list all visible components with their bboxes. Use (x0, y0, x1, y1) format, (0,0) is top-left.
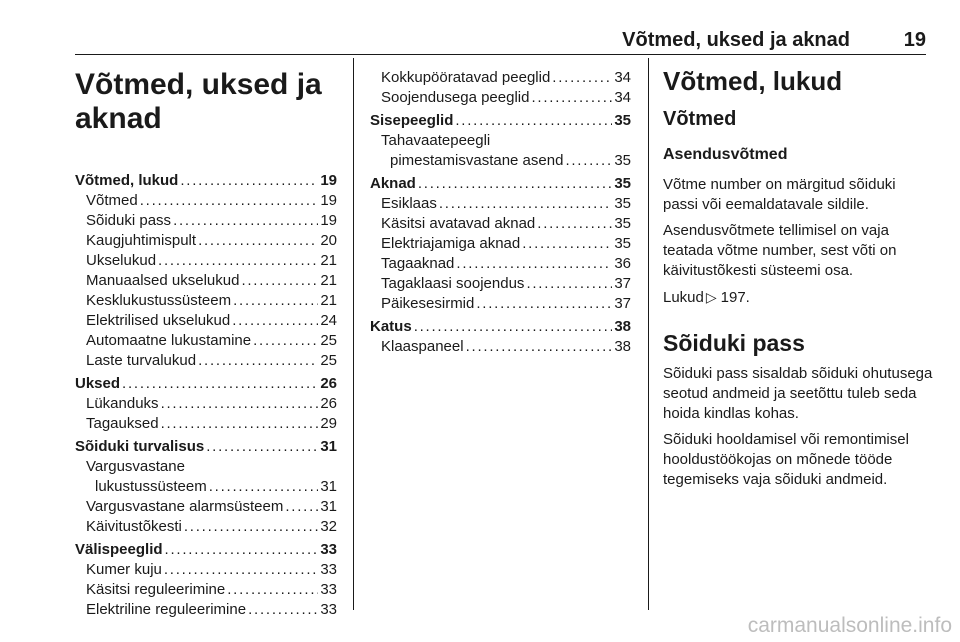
toc-entry[interactable] (75, 171, 337, 191)
toc-entry-label: Uksed (75, 375, 121, 392)
toc-entry-page: 33 (320, 541, 337, 558)
toc-entry[interactable] (75, 374, 337, 394)
toc-entry[interactable] (370, 294, 631, 314)
toc-entry[interactable] (370, 111, 631, 131)
toc-leader-dots (456, 254, 612, 274)
toc-entry[interactable] (370, 274, 631, 294)
toc-entry-page: 37 (614, 295, 631, 312)
right-column (663, 66, 933, 490)
toc-entry[interactable] (75, 351, 337, 371)
toc-leader-dots (232, 311, 318, 331)
toc-leader-dots (198, 351, 318, 371)
toc-entry[interactable] (370, 194, 631, 214)
toc-entry-label: Välispeeglid (75, 541, 163, 558)
toc-entry[interactable] (75, 211, 337, 231)
toc-entry[interactable] (75, 560, 337, 580)
toc-entry[interactable] (75, 191, 337, 211)
toc-entry[interactable] (370, 151, 631, 171)
toc-entry-label: Laste turvalukud (86, 352, 197, 369)
column-divider-left (353, 58, 354, 610)
toc-entry[interactable] (370, 254, 631, 274)
paragraph-locks-reference (663, 287, 933, 308)
toc-entry-label: Tagauksed (86, 415, 159, 432)
toc-entry-label: Kokkupööratavad peeglid (381, 69, 551, 86)
toc-entry[interactable] (75, 394, 337, 414)
toc-entry-page: 24 (320, 312, 337, 329)
toc-entry-label: Elektrilised ukselukud (86, 312, 231, 329)
toc-leader-dots (161, 394, 319, 414)
column-divider-right (648, 58, 649, 610)
toc-leader-dots (253, 331, 318, 351)
section-title-vehicle-passport: Sõiduki pass (663, 330, 805, 356)
toc-leader-dots (526, 274, 612, 294)
toc-leader-dots (418, 174, 612, 194)
toc-entry-label: Vargusvastane (86, 458, 185, 475)
chapter-title-line2: aknad (75, 102, 162, 135)
toc-entry-page: 19 (320, 172, 337, 189)
toc-entry-label: lukustussüsteem (95, 478, 207, 495)
paragraph-replacement-keys: Asendusvõtmete tellimisel on vaja teatada võtme number, sest võti on käivitustõkesti süsteemi osa. (663, 222, 897, 279)
toc-entry-label: Kaugjuhtimispult (86, 232, 197, 249)
toc-entry-page: 31 (320, 478, 337, 495)
toc-leader-dots (531, 88, 612, 108)
toc-leader-dots (184, 517, 318, 537)
toc-entry-label: Aknad (370, 175, 416, 192)
toc-entry-page: 38 (614, 318, 631, 335)
toc-entry-page: 25 (320, 352, 337, 369)
table-of-contents-middle (370, 68, 631, 357)
toc-entry-label: Katus (370, 318, 412, 335)
toc-entry-label: Lükanduks (86, 395, 159, 412)
toc-entry-label: Sõiduki turvalisus (75, 438, 205, 455)
paragraph-passport-contents: Sõiduki pass sisaldab sõiduki ohutusega seotud andmeid ja seetõttu tuleb seda hoida kindlas kohas. (663, 365, 933, 422)
toc-entry-page: 35 (614, 175, 631, 192)
toc-entry[interactable] (75, 540, 337, 560)
toc-entry-page: 36 (614, 255, 631, 272)
toc-entry-page: 35 (614, 112, 631, 129)
toc-leader-dots (248, 600, 318, 620)
toc-entry[interactable] (370, 214, 631, 234)
subsection-title: Võtmed (663, 108, 737, 130)
toc-leader-dots (206, 437, 318, 457)
toc-entry-page: 31 (320, 498, 337, 515)
toc-entry[interactable] (75, 580, 337, 600)
toc-leader-dots (466, 337, 613, 357)
toc-entry-label: Sisepeeglid (370, 112, 454, 129)
toc-entry[interactable] (370, 131, 631, 151)
subsubsection-title: Asendusvõtmed (663, 146, 788, 163)
toc-leader-dots (233, 291, 318, 311)
toc-entry-label: Tagaaknad (381, 255, 455, 272)
page-number: 19 (903, 29, 926, 51)
toc-leader-dots (522, 234, 612, 254)
toc-entry-page: 19 (320, 192, 337, 209)
toc-entry-page: 35 (614, 215, 631, 232)
toc-entry-label: Kumer kuju (86, 561, 162, 578)
toc-entry-label: Võtmed (86, 192, 138, 209)
toc-leader-dots (552, 68, 612, 88)
toc-entry-label: Klaaspaneel (381, 338, 464, 355)
toc-entry-page: 33 (320, 581, 337, 598)
toc-entry-page: 26 (320, 395, 337, 412)
toc-leader-dots (180, 171, 318, 191)
toc-entry-page: 32 (320, 518, 337, 535)
toc-entry-page: 25 (320, 332, 337, 349)
toc-entry-label: Käsitsi avatavad aknad (381, 215, 536, 232)
toc-entry-label: Ukselukud (86, 252, 157, 269)
toc-entry-label: Päikesesirmid (381, 295, 475, 312)
toc-entry[interactable] (75, 414, 337, 434)
toc-leader-dots (476, 294, 612, 314)
toc-leader-dots (173, 211, 318, 231)
running-header-title: Võtmed, uksed ja aknad (622, 29, 850, 51)
toc-entry[interactable] (75, 457, 337, 477)
toc-entry[interactable] (75, 291, 337, 311)
toc-entry-page: 26 (320, 375, 337, 392)
toc-entry-label: Sõiduki pass (86, 212, 172, 229)
toc-entry-page: 35 (614, 235, 631, 252)
toc-entry-page: 37 (614, 275, 631, 292)
toc-entry-page: 20 (320, 232, 337, 249)
toc-entry-label: Kesklukustussüsteem (86, 292, 232, 309)
toc-entry-page: 35 (614, 195, 631, 212)
toc-entry-page: 19 (320, 212, 337, 229)
toc-entry-label: pimestamisvastane asend (390, 152, 564, 169)
toc-entry-page: 34 (614, 89, 631, 106)
chapter-title (75, 68, 337, 136)
toc-leader-dots (209, 477, 319, 497)
toc-leader-dots (537, 214, 612, 234)
page-reference-arrow-icon: ▷ (705, 289, 717, 305)
toc-leader-dots (122, 374, 318, 394)
toc-entry-label: Käivitustõkesti (86, 518, 182, 535)
toc-entry-label: Manuaalsed ukselukud (86, 272, 240, 289)
toc-entry[interactable] (75, 477, 337, 497)
toc-entry-page: 21 (320, 252, 337, 269)
toc-leader-dots (227, 580, 318, 600)
toc-entry-label: Vargusvastane alarmsüsteem (86, 498, 284, 515)
toc-leader-dots (455, 111, 612, 131)
paragraph-key-number: Võtme number on märgitud sõiduki passi või eemaldatavale sildile. (663, 176, 896, 213)
watermark: carmanualsonline.info (747, 614, 952, 637)
toc-entry[interactable] (75, 271, 337, 291)
middle-column (370, 68, 631, 357)
toc-entry[interactable] (75, 251, 337, 271)
toc-entry[interactable] (75, 311, 337, 331)
toc-entry-label: Elektriline reguleerimine (86, 601, 247, 618)
toc-entry-page: 35 (614, 152, 631, 169)
toc-entry-page: 29 (320, 415, 337, 432)
toc-entry-label: Soojendusega peeglid (381, 89, 530, 106)
toc-leader-dots (165, 540, 319, 560)
toc-leader-dots (285, 497, 318, 517)
toc-entry[interactable] (75, 437, 337, 457)
toc-leader-dots (565, 151, 612, 171)
toc-entry-page: 21 (320, 272, 337, 289)
toc-entry-page: 38 (614, 338, 631, 355)
toc-leader-dots (241, 271, 318, 291)
toc-entry[interactable] (370, 88, 631, 108)
toc-entry[interactable] (370, 68, 631, 88)
toc-entry-label: Tagaklaasi soojendus (381, 275, 525, 292)
toc-entry[interactable] (75, 231, 337, 251)
toc-entry[interactable] (75, 497, 337, 517)
toc-entry[interactable] (370, 174, 631, 194)
toc-entry-page: 33 (320, 561, 337, 578)
locks-reference-page: 197. (720, 289, 750, 306)
toc-entry-label: Käsitsi reguleerimine (86, 581, 226, 598)
left-column (75, 68, 337, 620)
toc-leader-dots (164, 560, 318, 580)
chapter-title-line1: Võtmed, uksed ja (75, 68, 322, 101)
toc-leader-dots (198, 231, 318, 251)
toc-entry-label: Elektriajamiga aknad (381, 235, 521, 252)
section-title: Võtmed, lukud (663, 66, 843, 96)
toc-entry-label: Tahavaatepeegli (381, 132, 491, 149)
toc-entry-page: 21 (320, 292, 337, 309)
toc-leader-dots (161, 414, 319, 434)
toc-entry-label: Automaatne lukustamine (86, 332, 252, 349)
toc-entry-page: 34 (614, 69, 631, 86)
locks-reference-label: Lukud (663, 289, 704, 306)
toc-entry[interactable] (370, 234, 631, 254)
toc-leader-dots (158, 251, 318, 271)
toc-entry-page: 31 (320, 438, 337, 455)
toc-entry-label: Esiklaas (381, 195, 437, 212)
toc-entry[interactable] (75, 517, 337, 537)
table-of-contents-left (75, 171, 337, 620)
toc-leader-dots (439, 194, 612, 214)
toc-entry[interactable] (370, 337, 631, 357)
toc-entry[interactable] (75, 600, 337, 620)
paragraph-passport-service: Sõiduki hooldamisel või remontimisel hooldustöökojas on mõnede tööde tegemiseks vaja sõiduki andmeid. (663, 431, 909, 488)
toc-entry-label: Võtmed, lukud (75, 172, 179, 189)
toc-entry[interactable] (75, 331, 337, 351)
toc-leader-dots (414, 317, 613, 337)
toc-entry-page: 33 (320, 601, 337, 618)
toc-leader-dots (140, 191, 319, 211)
toc-entry[interactable] (370, 317, 631, 337)
header-rule (75, 54, 926, 55)
